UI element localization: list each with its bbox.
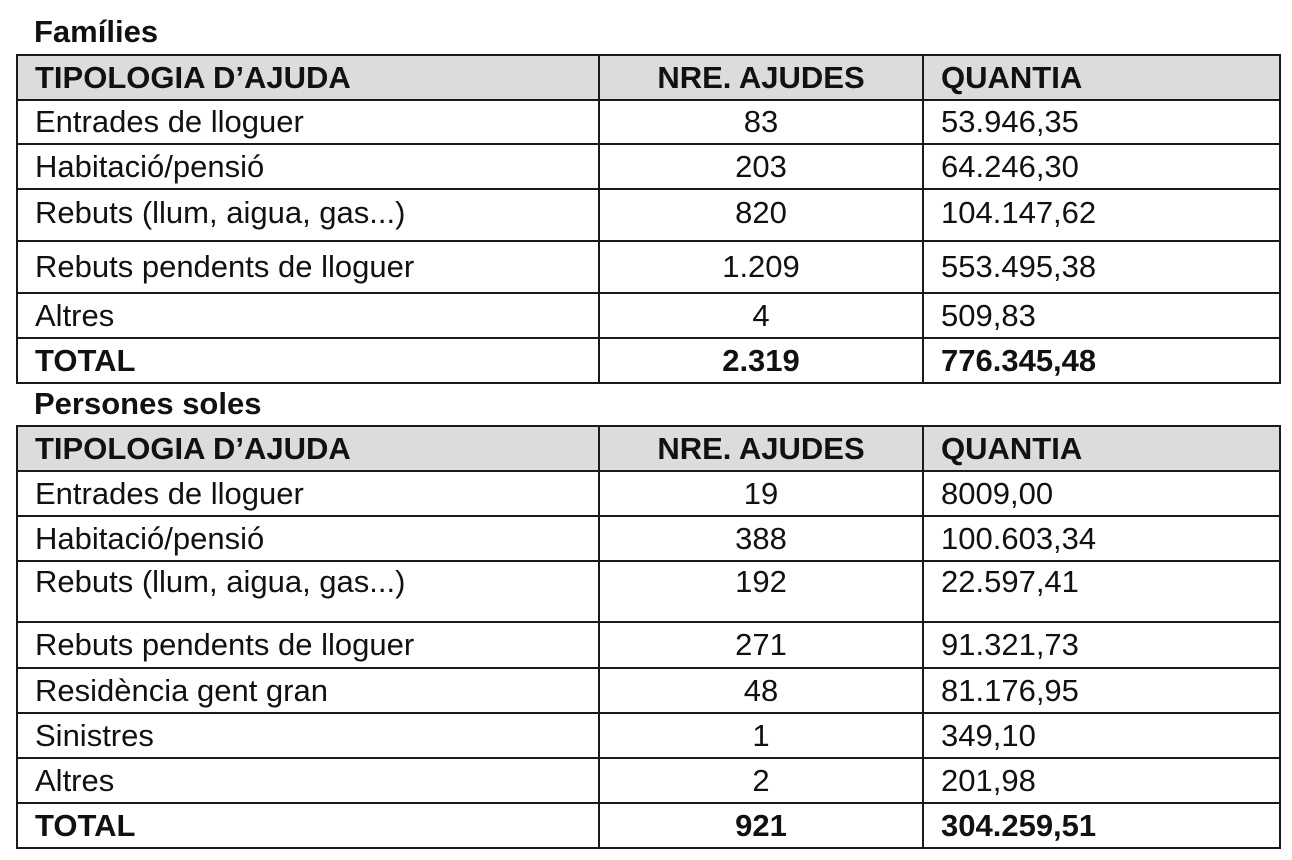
table-row (17, 713, 1280, 758)
table-row (17, 293, 1280, 338)
cell-tipologia: Habitació/pensió (17, 516, 599, 561)
cell-quantia: 81.176,95 (923, 668, 1280, 713)
table-row (17, 516, 1280, 561)
table-row (17, 189, 1280, 241)
cell-tipologia: Residència gent gran (17, 668, 599, 713)
cell-quantia: 64.246,30 (923, 144, 1280, 189)
cell-nre-ajudes: 271 (599, 622, 923, 668)
cell-tipologia: Sinistres (17, 713, 599, 758)
total-quantia: 776.345,48 (923, 338, 1280, 383)
cell-tipologia: Rebuts (llum, aigua, gas...) (17, 189, 599, 241)
cell-tipologia: Altres (17, 758, 599, 803)
cell-tipologia: Altres (17, 293, 599, 338)
cell-quantia: 53.946,35 (923, 100, 1280, 144)
table-row (17, 758, 1280, 803)
table-total-row (17, 338, 1280, 383)
cell-nre-ajudes: 19 (599, 471, 923, 516)
header-quantia: QUANTIA (923, 426, 1280, 471)
table-total-row (17, 803, 1280, 848)
table-row (17, 561, 1280, 622)
cell-nre-ajudes: 2 (599, 758, 923, 803)
cell-quantia: 553.495,38 (923, 241, 1280, 293)
cell-tipologia: Habitació/pensió (17, 144, 599, 189)
cell-tipologia: Entrades de lloguer (17, 100, 599, 144)
cell-nre-ajudes: 83 (599, 100, 923, 144)
total-label: TOTAL (17, 803, 599, 848)
table-row (17, 622, 1280, 668)
total-nre-ajudes: 921 (599, 803, 923, 848)
table-header-row (17, 55, 1280, 100)
cell-quantia: 104.147,62 (923, 189, 1280, 241)
cell-nre-ajudes: 1 (599, 713, 923, 758)
cell-nre-ajudes: 4 (599, 293, 923, 338)
cell-nre-ajudes: 48 (599, 668, 923, 713)
total-nre-ajudes: 2.319 (599, 338, 923, 383)
table-row (17, 144, 1280, 189)
table-row (17, 100, 1280, 144)
section-title-persones-soles: Persones soles (34, 386, 262, 421)
cell-quantia: 91.321,73 (923, 622, 1280, 668)
total-label: TOTAL (17, 338, 599, 383)
cell-quantia: 100.603,34 (923, 516, 1280, 561)
cell-quantia: 8009,00 (923, 471, 1280, 516)
header-quantia: QUANTIA (923, 55, 1280, 100)
cell-quantia: 509,83 (923, 293, 1280, 338)
cell-tipologia: Rebuts pendents de lloguer (17, 622, 599, 668)
cell-nre-ajudes: 388 (599, 516, 923, 561)
cell-quantia: 22.597,41 (923, 561, 1280, 622)
cell-nre-ajudes: 192 (599, 561, 923, 622)
cell-quantia: 349,10 (923, 713, 1280, 758)
cell-tipologia: Entrades de lloguer (17, 471, 599, 516)
cell-quantia: 201,98 (923, 758, 1280, 803)
table-header-row (17, 426, 1280, 471)
table-row (17, 668, 1280, 713)
persones-soles-table (16, 425, 1281, 849)
table-row (17, 471, 1280, 516)
cell-tipologia: Rebuts pendents de lloguer (17, 241, 599, 293)
cell-nre-ajudes: 1.209 (599, 241, 923, 293)
header-tipologia: TIPOLOGIA D’AJUDA (17, 426, 599, 471)
cell-tipologia: Rebuts (llum, aigua, gas...) (17, 561, 599, 622)
section-title-families: Famílies (34, 14, 159, 49)
total-quantia: 304.259,51 (923, 803, 1280, 848)
header-nre-ajudes: NRE. AJUDES (599, 426, 923, 471)
cell-nre-ajudes: 820 (599, 189, 923, 241)
table-row (17, 241, 1280, 293)
header-tipologia: TIPOLOGIA D’AJUDA (17, 55, 599, 100)
header-nre-ajudes: NRE. AJUDES (599, 55, 923, 100)
families-table (16, 54, 1281, 384)
cell-nre-ajudes: 203 (599, 144, 923, 189)
